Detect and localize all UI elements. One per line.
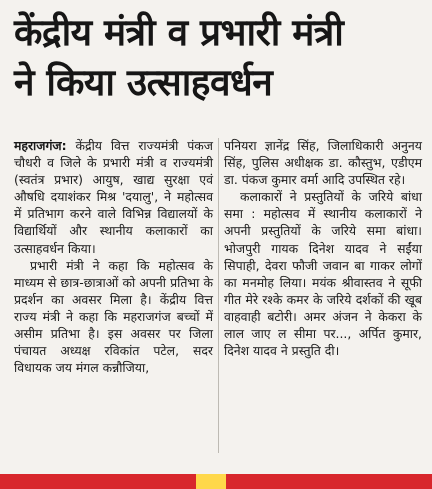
right-paragraph-1: पनियरा ज्ञानेंद्र सिंह, जिलाधिकारी अनुनय सिंह, पुलिस अधीक्षक डा. कौस्तुभ, एडीएम डा. पंकज कुमार वर्मा आदि उपस्थित रहे। xyxy=(224,138,422,188)
column-divider xyxy=(218,138,219,453)
left-paragraph-2: प्रभारी मंत्री ने कहा कि महोत्सव के माध्यम से छात्र-छात्राओं को अपनी प्रतिभा के प्रदर्शन का अवसर मिला है। केंद्रीय वित्त राज्य मंत्री ने कहा कि महराजगंज बच्चों में असीम प्रतिभा है। इस अवसर पर जिला पंचायत अध्यक्ष रविकांत पटेल, सदर विधायक जय मंगल कन्नौजिया, xyxy=(14,257,213,376)
left-paragraph-1-text: केंद्रीय वित्त राज्यमंत्री पंकज चौधरी व जिले के प्रभारी मंत्री व राज्यमंत्री (स्वतंत्र प्रभार) आयुष, खाद्य सुरक्षा एवं औषधि दयाशंकर मिश्र 'दयालु', ने महोत्सव में प्रतिभाग करने वाले विभिन्न विद्यालयों के विद्यार्थियों और स्थानीय कलाकारों का उत्साहवर्धन किया। xyxy=(14,138,213,256)
dateline: महराजगंज: xyxy=(14,138,67,153)
left-column xyxy=(14,137,213,376)
right-column xyxy=(224,137,422,359)
banner-logo-box xyxy=(196,474,226,489)
headline-line-2: ने किया उत्साहवर्धन xyxy=(14,61,273,104)
headline-line-1: केंद्रीय मंत्री व प्रभारी मंत्री xyxy=(14,11,344,54)
bottom-banner-strip xyxy=(0,474,432,489)
left-paragraph-1 xyxy=(14,137,213,257)
article-headline xyxy=(14,8,422,108)
right-paragraph-2: कलाकारों ने प्रस्तुतियों के जरिये बांधा समा : महोत्सव में स्थानीय कलाकारों ने अपनी प्रस्तुतियों के जरिये समा बांधा। भोजपुरी गायक दिनेश यादव ने सईंया सिपाही, देवरा फौजी जवान बा गाकर लोगों का मनमोह लिया। मयंक श्रीवास्तव ने सूफी गीत मेरे रश्के कमर के जरिये दर्शकों की खूब वाहवाही बटोरी। अमर अंजन ने केकरा के लाल जाए ल सीमा पर..., अर्पित कुमार, दिनेश यादव ने प्रस्तुति दी। xyxy=(224,189,422,359)
